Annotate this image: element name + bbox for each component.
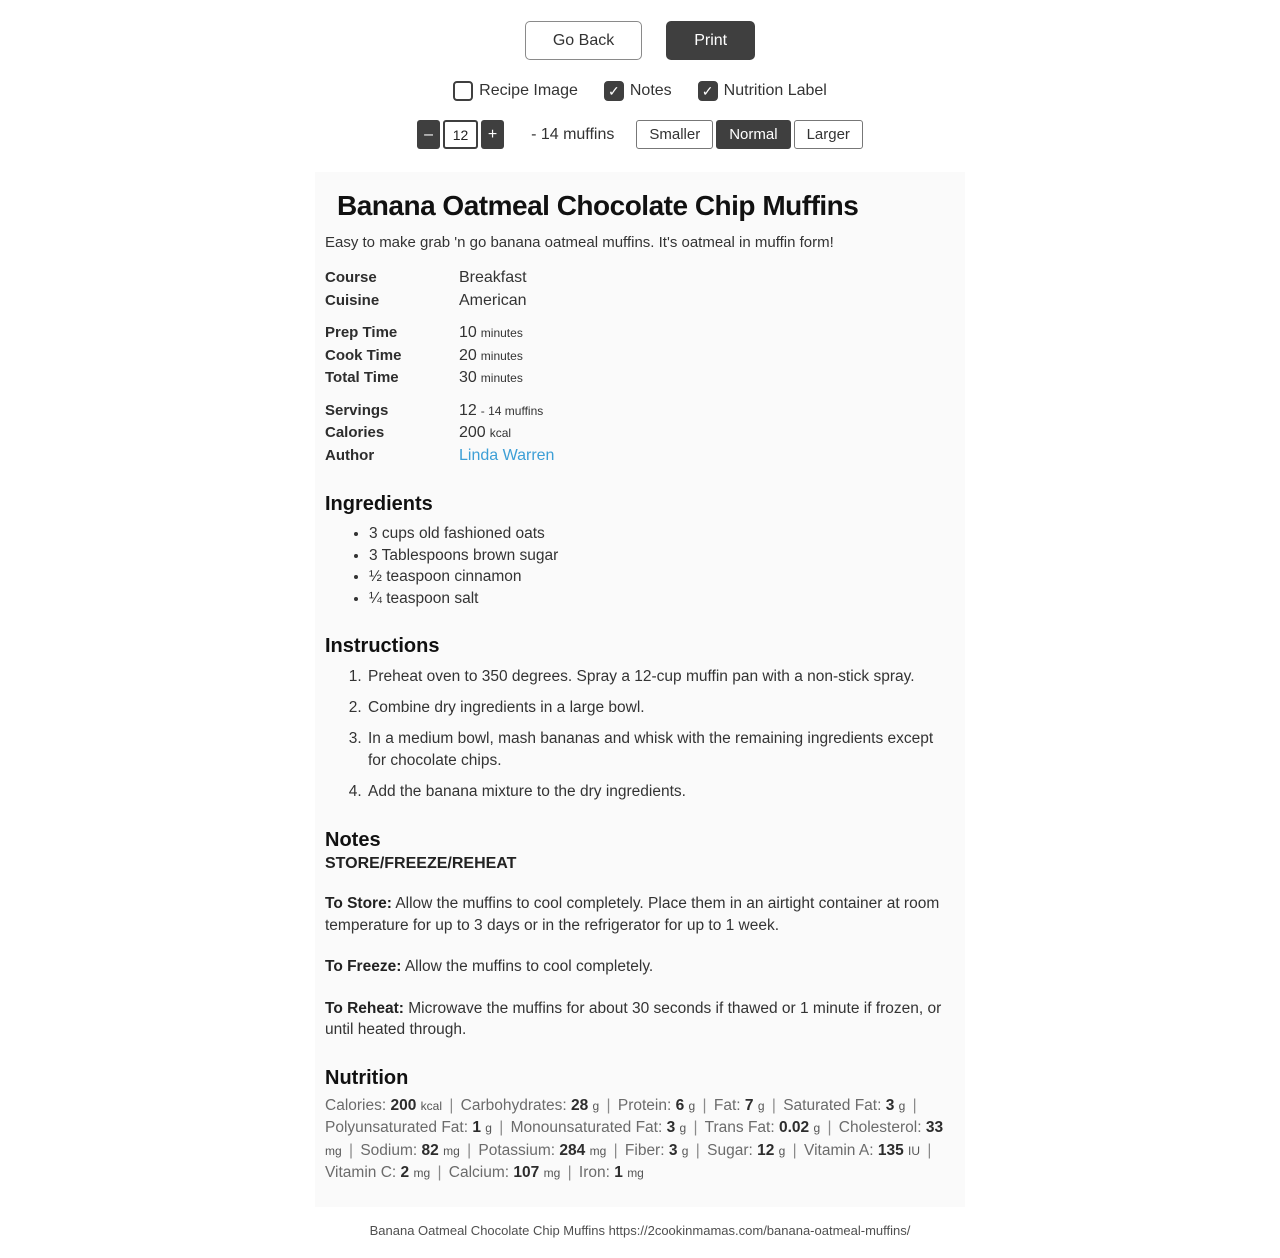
nutrition-heading: Nutrition — [325, 1066, 409, 1089]
separator: | — [912, 1096, 917, 1114]
meta-unit: minutes — [480, 348, 523, 363]
meta-value: 12 — [459, 401, 477, 419]
nutrition-label-option[interactable] — [698, 81, 827, 101]
increase-servings-button[interactable]: + — [481, 120, 504, 149]
meta-label: Author — [325, 446, 375, 464]
ingredient-item: • ¼ teaspoon salt — [369, 588, 955, 610]
nutrition-value: 33 — [925, 1119, 944, 1136]
nutrition-label: Saturated Fat: — [783, 1096, 882, 1114]
meta-row-total-time — [325, 367, 955, 390]
note-text: Allow the muffins to cool completely. — [404, 958, 654, 975]
note-text: Microwave the muffins for about 30 seconds if thawed or 1 minute if frozen, or until heated through. — [325, 999, 942, 1038]
nutrition-value: 3 — [668, 1141, 678, 1159]
nutrition-unit: g — [679, 1121, 687, 1135]
nutrition-value: 2 — [400, 1164, 410, 1181]
instructions-list — [325, 666, 955, 803]
print-options-row — [0, 81, 1280, 101]
nutrition-label: Polyunsaturated Fat: — [325, 1119, 469, 1136]
nutrition-value: 200 — [390, 1096, 417, 1114]
notes-option[interactable] — [604, 81, 672, 101]
meta-label: Prep Time — [325, 324, 398, 341]
nutrition-unit: g — [757, 1098, 765, 1113]
nutrition-unit: mg — [627, 1166, 644, 1180]
nutrition-unit: g — [485, 1121, 492, 1135]
size-larger-button[interactable]: Larger — [794, 120, 863, 149]
note-label: To Reheat: — [325, 999, 404, 1017]
meta-unit: - 14 muffins — [480, 403, 544, 418]
nutrition-unit: mg — [589, 1143, 607, 1158]
nutrition-unit: mg — [413, 1166, 431, 1180]
nutrition-unit: g — [778, 1143, 786, 1158]
instruction-step: 1. Preheat oven to 350 degrees. Spray a 12-cup muffin pan with a non-stick spray. — [366, 666, 955, 688]
meta-row-author — [325, 445, 955, 468]
nutrition-facts — [325, 1095, 955, 1185]
nutrition-value: 3 — [885, 1096, 895, 1114]
nutrition-value: 135 — [877, 1141, 904, 1159]
instruction-step: 4. Add the banana mixture to the dry ingredients. — [366, 781, 955, 803]
nutrition-label: Iron: — [578, 1164, 610, 1181]
servings-size-row — [0, 120, 1280, 149]
meta-unit: kcal — [489, 426, 512, 440]
nutrition-unit: mg — [443, 1143, 460, 1158]
note-to-freeze — [325, 956, 955, 978]
meta-row-cuisine — [325, 290, 955, 313]
nutrition-value: 3 — [666, 1119, 676, 1136]
separator: | — [567, 1164, 572, 1181]
nutrition-label: Trans Fat: — [704, 1119, 775, 1136]
recipe-image-option[interactable] — [453, 81, 578, 101]
meta-label: Cuisine — [325, 291, 380, 309]
nutrition-label: Cholesterol: — [838, 1119, 922, 1136]
meta-value: 10 — [459, 324, 477, 341]
nutrition-value: 0.02 — [778, 1119, 810, 1136]
nutrition-label: Potassium: — [478, 1141, 556, 1159]
nutrition-value: 284 — [559, 1141, 586, 1159]
nutrition-value: 28 — [570, 1096, 589, 1114]
nutrition-value: 1 — [472, 1119, 481, 1136]
nutrition-label-label: Nutrition Label — [723, 82, 827, 99]
nutrition-label: Protein: — [617, 1096, 672, 1114]
nutrition-label: Vitamin C: — [325, 1164, 397, 1181]
note-label: To Store: — [325, 895, 392, 912]
recipe-image-label: Recipe Image — [479, 82, 578, 99]
nutrition-label: Monounsaturated Fat: — [510, 1119, 663, 1136]
nutrition-label: Sodium: — [360, 1141, 418, 1159]
go-back-button[interactable]: Go Back — [525, 21, 642, 60]
recipe-card — [315, 172, 965, 1207]
nutrition-value: 12 — [757, 1141, 775, 1159]
meta-value: 200 — [459, 424, 486, 441]
servings-input[interactable] — [443, 120, 478, 149]
nutrition-value: 82 — [421, 1141, 439, 1159]
nutrition-value: 107 — [513, 1164, 540, 1181]
instruction-step: 2. Combine dry ingredients in a large bowl. — [366, 697, 955, 719]
meta-value: 30 — [459, 369, 477, 386]
nutrition-label: Fiber: — [624, 1141, 665, 1159]
separator: | — [437, 1164, 442, 1181]
separator: | — [467, 1141, 472, 1159]
separator: | — [702, 1096, 707, 1114]
meta-row-course — [325, 267, 955, 290]
nutrition-unit: g — [681, 1143, 689, 1158]
size-smaller-button[interactable]: Smaller — [636, 120, 713, 149]
note-to-store — [325, 893, 955, 936]
note-label: To Freeze: — [325, 958, 402, 975]
nutrition-label: Calories: — [325, 1096, 387, 1114]
separator: | — [695, 1141, 700, 1159]
nutrition-unit: g — [688, 1098, 696, 1113]
source-url-line: Banana Oatmeal Chocolate Chip Muffins https://2cookinmamas.com/banana-oatmeal-muffins/ — [369, 1222, 911, 1238]
meta-value: American — [459, 291, 527, 309]
notes-heading: Notes — [325, 829, 381, 851]
nutrition-label: Carbohydrates: — [460, 1096, 567, 1114]
nutrition-value: 1 — [614, 1164, 623, 1181]
decrease-servings-button[interactable]: – — [417, 120, 440, 149]
separator: | — [827, 1119, 832, 1136]
nutrition-label-checkbox[interactable]: ✓ — [698, 81, 718, 101]
meta-row-cook-time — [325, 345, 955, 368]
nutrition-value: 6 — [675, 1096, 685, 1114]
meta-unit: minutes — [480, 326, 523, 340]
meta-label: Course — [325, 269, 377, 286]
nutrition-unit: g — [592, 1098, 600, 1113]
nutrition-unit: IU — [908, 1143, 921, 1158]
meta-label: Calories — [325, 424, 385, 441]
meta-value: 20 — [459, 346, 477, 364]
servings-suffix: - 14 muffins — [531, 125, 615, 143]
instruction-step: 3. In a medium bowl, mash bananas and whisk with the remaining ingredients except for chocolate chips. — [366, 728, 955, 772]
ingredients-list — [325, 523, 955, 609]
ingredient-item: • ½ teaspoon cinnamon — [369, 566, 955, 588]
nutrition-label: Sugar: — [707, 1141, 753, 1159]
separator: | — [792, 1141, 797, 1159]
nutrition-value: 7 — [744, 1096, 754, 1114]
nutrition-unit: mg — [325, 1143, 342, 1158]
meta-row-servings — [325, 400, 955, 423]
separator: | — [449, 1096, 454, 1114]
separator: | — [693, 1119, 698, 1136]
ingredient-item: • 3 Tablespoons brown sugar — [369, 545, 955, 567]
meta-label: Total Time — [325, 369, 399, 386]
separator: | — [348, 1141, 354, 1159]
toolbar — [0, 0, 1280, 60]
nutrition-unit: g — [813, 1121, 821, 1135]
separator: | — [927, 1141, 932, 1159]
notes-checkbox[interactable]: ✓ — [604, 81, 624, 101]
meta-row-calories — [325, 422, 955, 445]
nutrition-unit: kcal — [420, 1098, 443, 1113]
separator: | — [771, 1096, 776, 1114]
nutrition-label: Vitamin A: — [804, 1141, 874, 1159]
instructions-heading: Instructions — [325, 635, 440, 657]
size-normal-button[interactable]: Normal — [716, 120, 790, 149]
meta-value: Breakfast — [459, 269, 527, 286]
separator: | — [606, 1096, 611, 1114]
recipe-meta — [325, 267, 955, 467]
nutrition-label: Calcium: — [448, 1164, 510, 1181]
ingredients-heading: Ingredients — [325, 493, 433, 515]
separator: | — [613, 1141, 618, 1159]
nutrition-label: Fat: — [713, 1096, 741, 1114]
nutrition-unit: mg — [543, 1166, 561, 1180]
recipe-description: Easy to make grab 'n go banana oatmeal muffins. It's oatmeal in muffin form! — [325, 234, 834, 251]
text-size-group — [636, 120, 863, 149]
note-text: Allow the muffins to cool completely. Place them in an airtight container at room temperature for up to 3 days or in the refrigerator for up to 1 week. — [325, 895, 940, 934]
meta-label: Cook Time — [325, 346, 402, 364]
author-link[interactable]: Linda Warren — [459, 446, 555, 464]
recipe-image-checkbox[interactable] — [453, 81, 473, 101]
meta-row-prep-time — [325, 322, 955, 345]
print-button[interactable]: Print — [666, 21, 755, 60]
notes-label: Notes — [629, 82, 672, 99]
meta-unit: minutes — [480, 371, 523, 385]
notes-subheading: STORE/FREEZE/REHEAT — [325, 855, 517, 872]
ingredient-item: • 3 cups old fashioned oats — [369, 523, 955, 545]
recipe-title: Banana Oatmeal Chocolate Chip Muffins — [337, 190, 859, 221]
meta-label: Servings — [325, 401, 389, 419]
nutrition-unit: g — [898, 1098, 906, 1113]
separator: | — [499, 1119, 504, 1136]
note-to-reheat — [325, 998, 955, 1041]
